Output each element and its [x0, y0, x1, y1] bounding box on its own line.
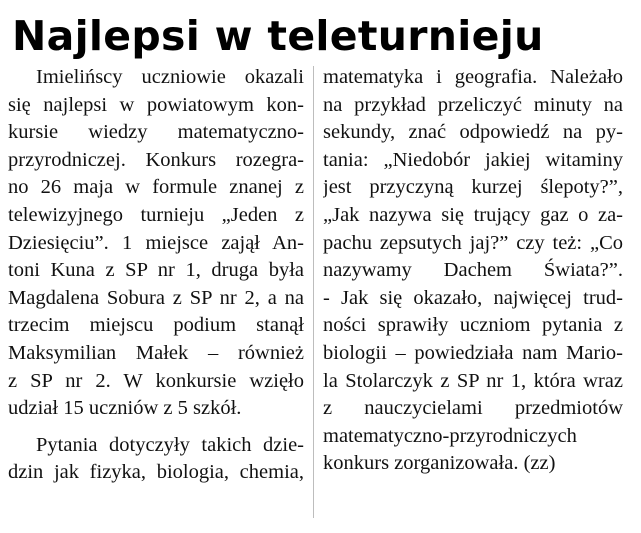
text-line: nazywamy Dachem Świata?”.	[323, 259, 623, 282]
article-headline: Najlepsi w teleturnieju	[12, 12, 544, 60]
column-divider	[313, 66, 314, 518]
text-line: matematyka i geografia. Należało	[323, 66, 623, 88]
text-line: telewizyjnego turnieju „Jeden z	[8, 203, 304, 226]
text-line: z SP nr 2. W konkursie wzięło	[8, 369, 304, 392]
text-line: Maksymilian Małek – również	[8, 341, 304, 364]
text-line: Dziesięciu”. 1 miejsce zajął An-	[8, 231, 304, 254]
text-line: z nauczycielami przedmiotów	[323, 397, 623, 420]
text-line: tania: „Niedobór jakiej witaminy	[323, 148, 623, 171]
text-line: ności sprawiły uczniom pytania z	[323, 314, 623, 337]
text-line: pachu zepsutych jaj?” czy też: „Co	[323, 231, 623, 254]
text-line: udział 15 uczniów z 5 szkół.	[8, 397, 242, 420]
text-line: no 26 maja w formule znanej z	[8, 176, 304, 199]
text-line: na przykład przeliczyć minuty na	[323, 93, 623, 116]
text-line: „Jak nazywa się trujący gaz o za-	[323, 203, 623, 226]
text-line: jest przyczyną kurzej ślepoty?”,	[323, 176, 623, 199]
paragraph-gap	[8, 423, 304, 432]
text-line: trzecim miejscu podium stanął	[8, 314, 304, 337]
text-line: biologii – powiedziała nam Mario-	[323, 341, 623, 364]
article-paragraph-1	[8, 64, 304, 423]
text-line: się najlepsi w powiatowym kon-	[8, 93, 304, 116]
text-line: toni Kuna z SP nr 1, druga była	[8, 259, 304, 282]
text-line: konkurs zorganizowała. (zz)	[323, 452, 556, 475]
text-line: Magdalena Sobura z SP nr 2, a na	[8, 286, 304, 309]
article-column-right	[323, 64, 623, 478]
text-line: kursie wiedzy matematyczno-	[8, 121, 304, 144]
text-line: - Jak się okazało, najwięcej trud-	[323, 286, 623, 309]
text-line: la Stolarczyk z SP nr 1, która wraz	[323, 369, 623, 392]
text-line: sekundy, znać odpowiedź na py-	[323, 121, 623, 144]
text-line: Imielińscy uczniowie okazali	[36, 66, 304, 88]
text-line: przyrodniczej. Konkurs rozegra-	[8, 148, 304, 171]
text-line: Pytania dotyczyły takich dzie-	[36, 433, 304, 456]
text-line: dzin jak fizyka, biologia, chemia,	[8, 461, 304, 484]
article-paragraph-2	[8, 432, 304, 487]
text-line: matematyczno-przyrodniczych	[323, 424, 577, 447]
article-column-left	[8, 64, 304, 487]
